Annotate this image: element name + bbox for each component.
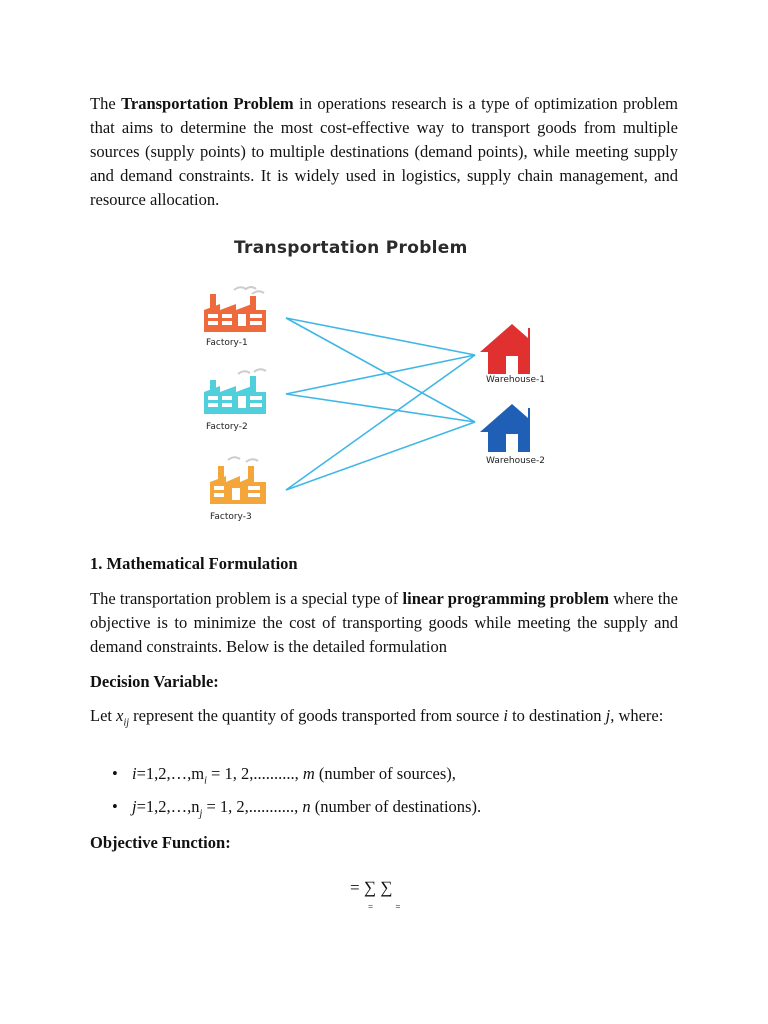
transportation-diagram xyxy=(190,234,545,534)
route-f1-w1 xyxy=(286,318,475,355)
diagram-graphic xyxy=(190,234,530,534)
bullet-destinations: • $j=1,2,\dots,n_j = 1$, 2,..........., n (number of destinations). xyxy=(112,797,482,820)
factory-2-icon xyxy=(204,369,266,414)
factory-3-label: Factory-3 xyxy=(210,512,252,522)
factory-1-icon xyxy=(204,287,266,332)
route-f3-w2 xyxy=(286,422,475,490)
term-transportation-problem: Transportation Problem xyxy=(121,94,294,113)
warehouse-1-label: Warehouse-1 xyxy=(486,375,545,385)
term-linear-programming: linear programming problem xyxy=(402,589,610,608)
objective-formula: = ∑ ∑ xyxy=(350,878,393,897)
warehouse-2-label: Warehouse-2 xyxy=(486,456,545,466)
decision-variable-heading: Decision Variable: xyxy=(90,672,219,691)
warehouse-2-icon xyxy=(480,404,530,452)
objective-formula-limits: = = xyxy=(368,902,411,912)
section-heading: 1. Mathematical Formulation xyxy=(90,554,298,573)
factory-1-label: Factory-1 xyxy=(206,338,248,348)
route-f1-w2 xyxy=(286,318,475,422)
route-f2-w2 xyxy=(286,394,475,422)
factory-2-label: Factory-2 xyxy=(206,422,248,432)
decision-variable-paragraph: Let $x_{ij}$ represent the quantity of goods transported from source i to destination j, where: xyxy=(90,706,664,729)
intro-paragraph: The Transportation Problem in operations research is a type of optimization problem that aims to determine the most cost-effective way to transport goods from multiple sources (supply points) to multiple destinations (demand points), while meeting supply and demand constraints. It is widely used in logistics, supply chain management, and resource allocation. xyxy=(90,94,678,209)
warehouse-1-icon xyxy=(480,324,530,374)
factory-3-icon xyxy=(210,457,266,504)
bullet-sources: • $i=1,2,\dots,m_i = 1$, 2,.........., m (number of sources), xyxy=(112,764,456,787)
section-paragraph: The transportation problem is a special type of linear programming problem where the objective is to minimize the cost of transporting goods while meeting the supply and demand constraints. Below is the detailed formulation xyxy=(90,589,679,656)
figure-title: Transportation Problem xyxy=(234,238,468,258)
route-lines xyxy=(286,318,475,490)
objective-function-heading: Objective Function: xyxy=(90,833,231,852)
